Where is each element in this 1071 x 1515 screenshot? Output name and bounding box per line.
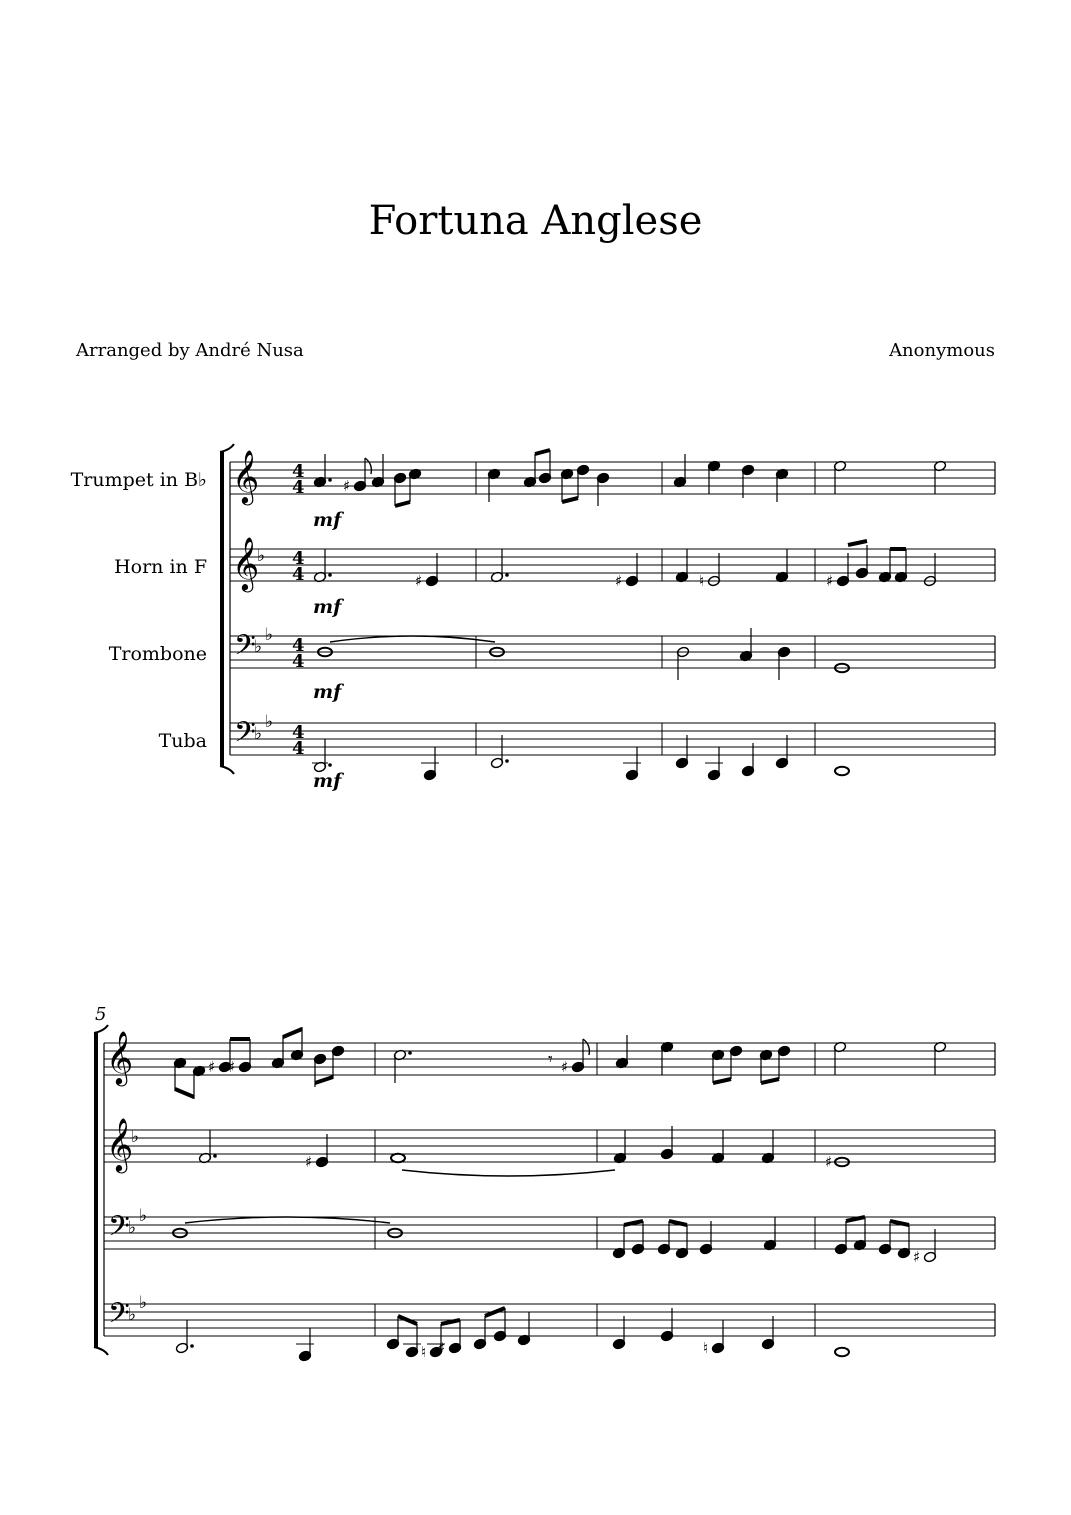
note-flag xyxy=(583,1039,589,1055)
note-beam xyxy=(669,1221,687,1225)
flat-icon: ♭ xyxy=(257,546,266,566)
time-signature-numerator: 4 xyxy=(292,635,305,656)
augmentation-dot xyxy=(328,478,332,482)
tie xyxy=(330,636,495,642)
sharp-icon: ♯ xyxy=(826,572,834,590)
natural-icon: ♮ xyxy=(421,1343,427,1361)
tie xyxy=(402,1170,615,1176)
note-beam xyxy=(562,498,578,502)
notehead xyxy=(391,1154,405,1162)
augmentation-dot xyxy=(213,1154,217,1158)
note-beam xyxy=(761,1079,779,1083)
flat-icon: ♭ xyxy=(254,724,263,744)
flat-icon: ♭ xyxy=(139,1293,148,1313)
instrument-label-horn: Horn in F xyxy=(114,556,207,578)
dynamic-mark: mf xyxy=(313,596,342,618)
augmentation-dot xyxy=(505,573,509,577)
note-flag xyxy=(365,458,371,474)
treble-clef-icon: 𝄞 xyxy=(232,449,260,503)
note-beam xyxy=(175,1089,194,1097)
note-beam xyxy=(315,1077,333,1083)
instrument-label-trumpet: Trumpet in B♭ xyxy=(70,469,207,491)
natural-icon: ♮ xyxy=(699,572,705,590)
bass-clef-icon: 𝄢 xyxy=(108,1210,130,1250)
note-beam xyxy=(624,1221,643,1225)
flat-icon: ♭ xyxy=(128,1218,137,1238)
time-signature-denominator: 4 xyxy=(292,738,305,759)
augmentation-dot xyxy=(328,763,332,767)
sharp-icon: ♯ xyxy=(343,477,351,495)
dynamic-mark: mf xyxy=(313,770,342,792)
flat-icon: ♭ xyxy=(254,637,263,657)
augmentation-dot xyxy=(408,1051,412,1055)
note-beam xyxy=(535,450,550,454)
composer-credit: Anonymous xyxy=(889,340,995,361)
measure-number: 5 xyxy=(95,1004,107,1025)
instrument-label-tuba: Tuba xyxy=(158,730,207,752)
note-beam xyxy=(441,1320,460,1324)
bracket-bottom-hook xyxy=(94,1347,108,1355)
bass-clef-icon: 𝄢 xyxy=(234,629,256,669)
sharp-icon: ♯ xyxy=(305,1153,313,1171)
notehead xyxy=(835,767,849,775)
dynamic-mark: mf xyxy=(313,681,342,703)
augmentation-dot xyxy=(328,573,332,577)
note-beam xyxy=(848,541,867,545)
dynamic-mark: mf xyxy=(313,509,342,531)
time-signature-numerator: 4 xyxy=(292,722,305,743)
note-beam xyxy=(713,1079,731,1083)
time-signature-denominator: 4 xyxy=(292,477,305,498)
time-signature-denominator: 4 xyxy=(292,651,305,672)
time-signature-numerator: 4 xyxy=(292,461,305,482)
flat-icon: ♭ xyxy=(128,1305,137,1325)
sharp-icon: ♯ xyxy=(208,1058,216,1076)
treble-clef-icon: 𝄞 xyxy=(106,1117,134,1171)
sharp-icon: ♯ xyxy=(913,1248,921,1266)
flat-icon: ♭ xyxy=(131,1127,140,1147)
note-beam xyxy=(846,1217,865,1221)
arranger-credit: Arranged by André Nusa xyxy=(76,340,304,361)
note-beam xyxy=(890,1221,909,1225)
note-beam xyxy=(395,502,410,506)
flat-icon: ♭ xyxy=(265,712,274,732)
bass-clef-icon: 𝄢 xyxy=(234,716,256,756)
treble-clef-icon: 𝄞 xyxy=(106,1030,134,1084)
eighth-rest-icon: 𝄾 xyxy=(548,1049,553,1070)
sharp-icon: ♯ xyxy=(438,1339,446,1357)
treble-clef-icon: 𝄞 xyxy=(232,536,260,590)
flat-icon: ♭ xyxy=(139,1206,148,1226)
note-beam xyxy=(283,1029,302,1037)
augmentation-dot xyxy=(190,1344,194,1348)
time-signature-numerator: 4 xyxy=(292,548,305,569)
sharp-icon: ♯ xyxy=(228,1058,236,1076)
instrument-label-trombone: Trombone xyxy=(108,643,207,665)
bass-clef-icon: 𝄢 xyxy=(108,1297,130,1337)
natural-icon: ♮ xyxy=(703,1339,709,1357)
score-title: Fortuna Anglese xyxy=(368,198,703,244)
sharp-icon: ♯ xyxy=(561,1058,569,1076)
augmentation-dot xyxy=(505,759,509,763)
tie xyxy=(185,1217,390,1223)
sharp-icon: ♯ xyxy=(415,572,423,590)
time-signature-denominator: 4 xyxy=(292,564,305,585)
sharp-icon: ♯ xyxy=(825,1153,833,1171)
sharp-icon: ♯ xyxy=(615,572,623,590)
bracket-bottom-hook xyxy=(220,766,234,774)
notehead xyxy=(835,1348,849,1356)
flat-icon: ♭ xyxy=(265,625,274,645)
